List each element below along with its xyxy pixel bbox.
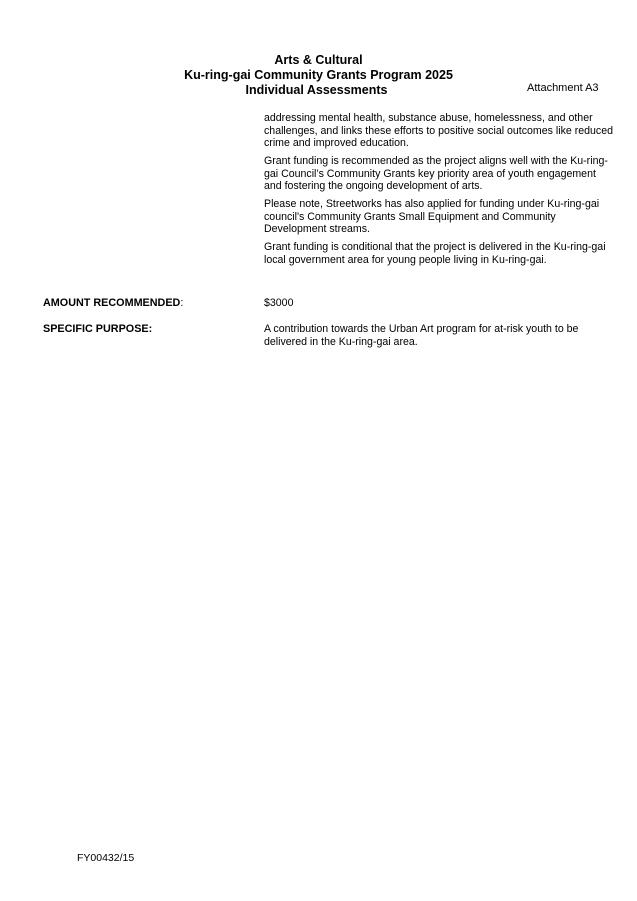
amount-recommended-value: $3000 xyxy=(264,297,294,309)
document-reference: FY00432/15 xyxy=(77,852,135,864)
amount-label-text: AMOUNT RECOMMENDED xyxy=(43,297,181,309)
header-program-title: Ku-ring-gai Community Grants Program 2025 xyxy=(184,68,453,82)
amount-label-colon: : xyxy=(180,297,184,309)
header-subtitle: Individual Assessments xyxy=(245,83,388,97)
paragraph: Grant funding is recommended as the project aligns well with the Ku-ring-gai Council’s Community Grants key priority area of youth engagement and fostering the ongoing development of arts. xyxy=(264,155,608,193)
paragraph: Grant funding is conditional that the project is delivered in the Ku-ring-gai local government area for young people living in Ku-ring-gai. xyxy=(264,241,606,266)
paragraph: addressing mental health, substance abuse, homelessness, and other challenges, and links these efforts to positive social outcomes like reduced crime and improved education. xyxy=(264,112,614,150)
attachment-label: Attachment A3 xyxy=(527,82,599,94)
specific-purpose-value: A contribution towards the Urban Art program for at-risk youth to be delivered in the Ku-ring-gai area. xyxy=(264,323,579,348)
specific-purpose-label: SPECIFIC PURPOSE: xyxy=(43,323,153,335)
paragraph: Please note, Streetworks has also applied for funding under Ku-ring-gai council's Community Grants Small Equipment and Community Development streams. xyxy=(264,198,600,236)
header-category: Arts & Cultural xyxy=(274,53,363,67)
amount-recommended-label xyxy=(43,297,183,310)
